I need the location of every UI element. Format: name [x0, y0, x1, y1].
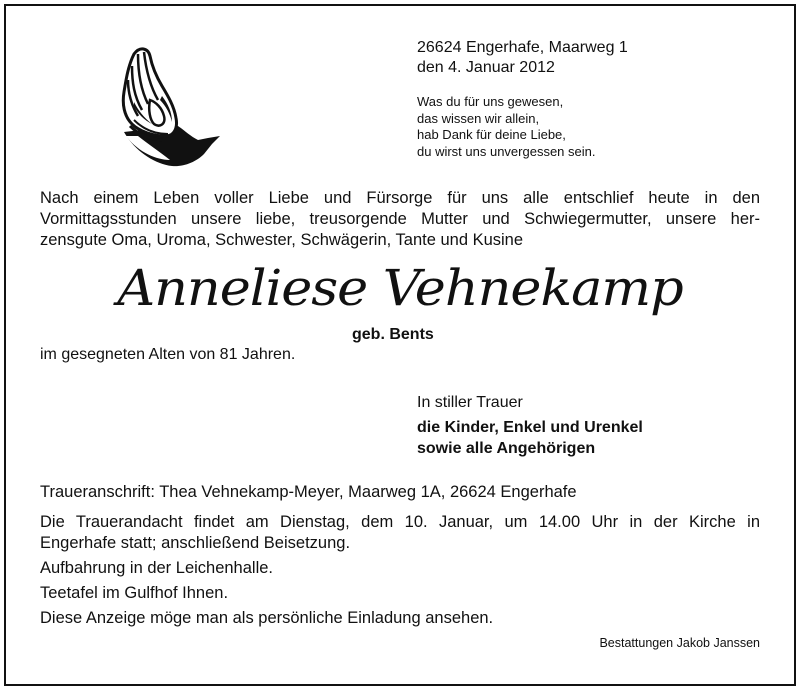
- undertaker: Bestattungen Jakob Janssen: [599, 636, 760, 650]
- service-line: Die Trauerandacht findet am Dienstag, dem 10. Januar, um 14.00 Uhr in der Kirche in: [40, 513, 760, 531]
- intro-line: Vormittagsstunden unsere liebe, treusorgende Mutter und Schwiegermutter, unsere her-: [40, 210, 760, 228]
- intro-paragraph: [40, 188, 760, 251]
- mourners-line1: die Kinder, Enkel und Urenkel: [417, 419, 643, 436]
- service-line: Engerhafe statt; anschließend Beisetzung.: [40, 534, 351, 552]
- intro-line: zensgute Oma, Uroma, Schwester, Schwägerin, Tante und Kusine: [40, 231, 524, 249]
- poem: [417, 94, 595, 160]
- intro-line: Nach einem Leben voller Liebe und Fürsorge für uns alle entschlief heute in den: [40, 189, 760, 207]
- tea-info: Teetafel im Gulfhof Ihnen.: [40, 584, 229, 602]
- age-line: im gesegneten Alten von 81 Jahren.: [40, 346, 296, 363]
- poem-line: du wirst uns unvergessen sein.: [417, 143, 596, 159]
- deceased-name: Anneliese Vehnekamp: [117, 259, 683, 317]
- mourners-block: [417, 392, 643, 459]
- poem-line: hab Dank für deine Liebe,: [417, 127, 566, 142]
- mourning-address: Traueranschrift: Thea Vehnekamp-Meyer, Maarweg 1A, 26624 Engerhafe: [40, 483, 577, 501]
- service-info: [40, 512, 760, 554]
- poem-line: Was du für uns gewesen,: [417, 94, 564, 109]
- header-date: den 4. Januar 2012: [417, 59, 555, 76]
- poem-line: das wissen wir allein,: [417, 110, 540, 126]
- mourners-intro: In stiller Trauer: [417, 394, 523, 411]
- header-block: [417, 38, 628, 78]
- maiden-name: geb. Bents: [352, 326, 434, 343]
- praying-hands-icon: [104, 40, 224, 170]
- laying-out-info: Aufbahrung in der Leichenhalle.: [40, 559, 274, 577]
- header-address: 26624 Engerhafe, Maarweg 1: [417, 39, 628, 56]
- mourners-line2: sowie alle Angehörigen: [417, 440, 596, 457]
- invitation-note: Diese Anzeige möge man als persönliche Einladung ansehen.: [40, 609, 494, 627]
